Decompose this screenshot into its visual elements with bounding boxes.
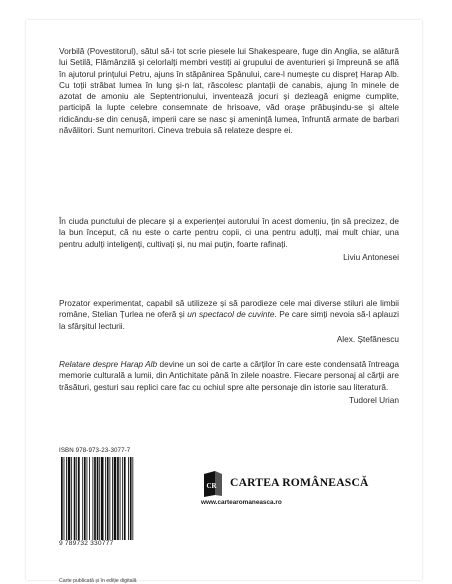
quote-3-text: devine un soi de carte a cărților în care este condensată întreaga memorie culturală a lumii, din Antichitate până în zilele noastre. Fiecare personaj al cărții are trăsături, gesturi sau replici care fac cu ochiul spre alte personaje din istorie sau literatură.: [59, 359, 400, 392]
barcode-bar: [114, 457, 117, 540]
barcode-bar: [78, 457, 80, 540]
quote-2-text-italic: un spectacol de cuvinte: [187, 309, 275, 320]
publisher-name: CARTEA ROMÂNEASCĂ: [230, 476, 369, 489]
barcode-bar: [84, 457, 86, 540]
quote-3-author: Tudorel Urian: [349, 394, 399, 405]
quote-2-text-c: . Pe care simți nevoia să-l aplauzi la sfârșitul lecturii.: [59, 309, 399, 331]
barcode-bar: [122, 457, 123, 540]
barcode-bar: [71, 457, 72, 540]
barcode-bar: [130, 457, 132, 540]
quote-2: [59, 298, 399, 345]
barcode-bar: [101, 457, 104, 540]
barcode-bar: [112, 457, 113, 540]
barcode-bar: [87, 457, 88, 540]
barcode-block: [59, 447, 161, 557]
publisher-logo-icon: [201, 470, 225, 498]
barcode-bar: [97, 457, 99, 540]
barcode-bar: [99, 457, 100, 540]
barcode-bar: [107, 457, 109, 540]
publisher-logo-letters: CR: [206, 482, 217, 490]
barcode-bar: [76, 457, 77, 540]
book-blurb: Vorbilă (Povestitorul), sătul să-i tot scrie piesele lui Shakespeare, fuge din Anglia, se alătură lui Setilă, Flămânzilă și celorlalți membri vestiți ai grupului de aventurieri și împreună se află în ajutorul prințului Petru, ajuns în stăpânirea Spânului, care-l numește cu dispreț Harap Alb. Cu toții străbat lumea în lung și-n lat, răscolesc plantații de canabis, ajung în minele de azotat de amoniu ale Septentrionului, inventează jocuri și dezleagă enigme cumplite, participă la lupte celebre consemnate de hrisoave, văd orașe prăbușindu-se și altele ridicându-se din cenușă, imperii care se nasc și amenință lumea, înfruntă armate de barbari năvălitori. Sunt nemuritori. Cineva trebuia să relateze despre ei.: [59, 46, 399, 136]
barcode-bar: [89, 457, 90, 540]
quote-1-author: Liviu Antonesei: [343, 251, 399, 262]
barcode-bar: [94, 457, 96, 540]
quote-2-author: Alex. Ștefănescu: [336, 333, 399, 344]
quote-1: [59, 216, 399, 263]
quote-3-book-title: Relatare despre Harap Alb: [59, 359, 158, 369]
barcode-bar: [64, 457, 65, 540]
quote-3: [59, 359, 399, 406]
quote-2-text-a: Prozator experimentat, capabil să utilizeze și să parodieze cele mai diverse stiluri ale limbii române, Stelian Țurlea ne oferă și: [59, 298, 399, 320]
digital-edition-note: Carte publicată și în ediție digitală: [59, 578, 137, 584]
barcode-icon: [59, 457, 161, 540]
publisher-url: www.cartearomaneasca.ro: [201, 499, 282, 506]
barcode-bar: [132, 457, 133, 540]
barcode-bar: [92, 457, 93, 540]
barcode-bar: [74, 457, 76, 540]
barcode-bar: [68, 457, 71, 540]
barcode-bar: [128, 457, 129, 540]
barcode-bar: [120, 457, 121, 540]
isbn-label: ISBN 978-973-23-3077-7: [59, 447, 131, 454]
barcode-number: 9 789732 330777: [59, 540, 114, 547]
barcode-bar: [105, 457, 106, 540]
barcode-bar: [82, 457, 83, 540]
quote-1-text: În ciuda punctului de plecare și a experienței autorului în acest domeniu, țin să precizez, de la bun început, că nu este o carte pentru copii, ci una pentru adulți, mai mult chiar, una pentru adulți inteligenți, cultivați și, nu mai puțin, foarte rafinați.: [59, 216, 399, 249]
barcode-bar: [124, 457, 126, 540]
barcode-bar: [109, 457, 110, 540]
barcode-bar: [61, 457, 63, 540]
barcode-bar: [66, 457, 67, 540]
barcode-bar: [117, 457, 119, 540]
